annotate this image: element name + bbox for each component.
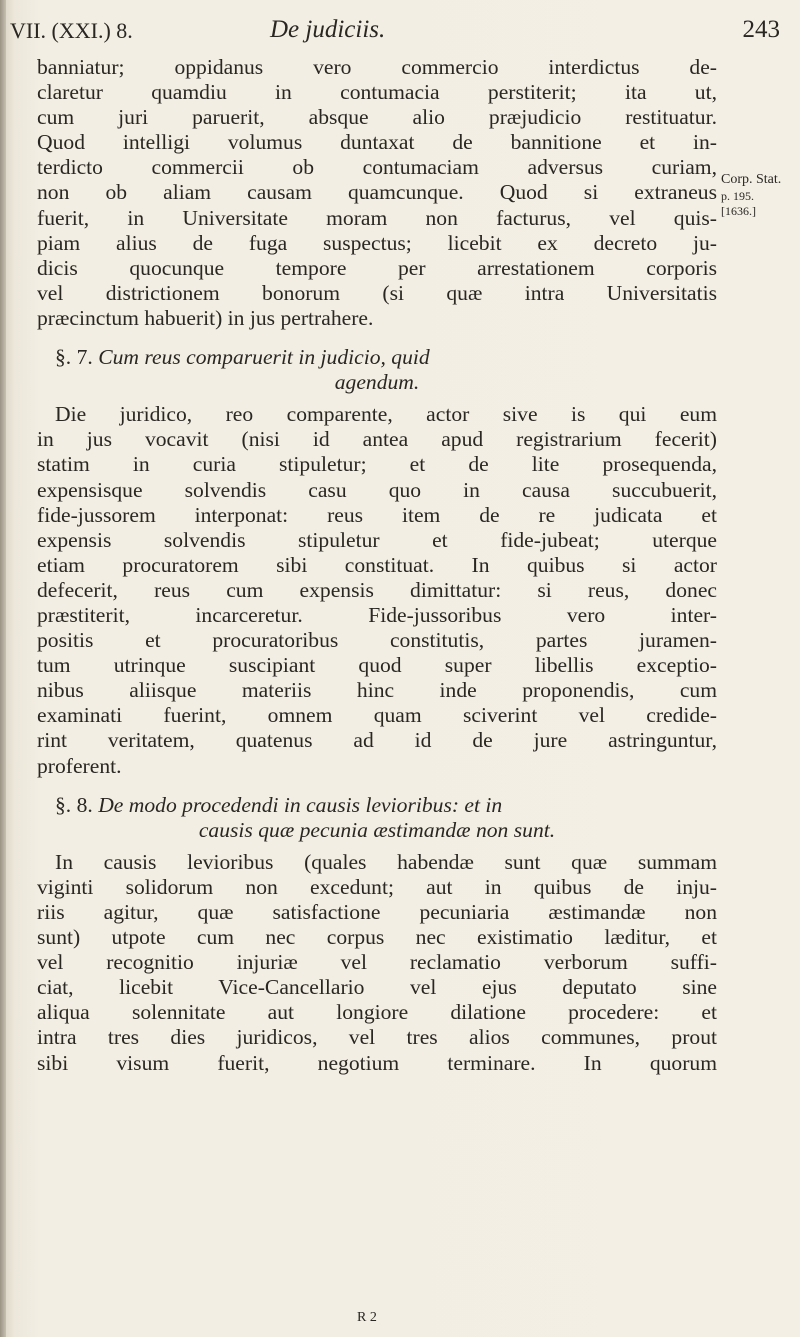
text-line: claretur quamdiu in contumacia perstiterit; ita ut, — [37, 80, 717, 105]
text-line: præstiterit, incarceretur. Fide-jussoribus vero inter- — [37, 602, 717, 627]
chapter-reference: VII. (XXI.) 8. — [10, 18, 133, 43]
paragraph-3 — [37, 850, 717, 1076]
section-8-heading — [37, 793, 717, 818]
section-8-title: De modo procedendi in causis levioribus: et in — [98, 792, 503, 817]
text-line: riis agitur, quæ satisfactione pecuniaria æstimandæ non — [37, 900, 717, 924]
text-line: defecerit, reus cum expensis dimittatur: si reus, donec — [37, 577, 717, 602]
text-line: rint veritatem, quatenus ad id de jure astringuntur, — [37, 728, 717, 753]
text-line: nibus aliisque materiis hinc inde proponendis, cum — [37, 678, 717, 703]
text-line: aliqua solennitate aut longiore dilatione procedere: et — [37, 1000, 717, 1025]
text-line: terdicto commercii ob contumaciam adversus curiam, — [37, 155, 717, 180]
signature-mark: R 2 — [357, 1310, 377, 1325]
text-line: statim in curia stipuletur; et de lite prosequenda, — [37, 452, 717, 477]
text-line: fuerit, in Universitate moram non facturus, vel quis- — [37, 205, 717, 230]
margin-note-year: [1636.] — [721, 204, 756, 218]
text-line: tum utrinque suscipiant quod super libellis exceptio- — [37, 653, 717, 678]
text-line: sibi visum fuerit, negotium terminare. In quorum — [37, 1050, 717, 1075]
text-line: In causis levioribus (quales habendæ sunt quæ summam — [55, 849, 717, 874]
text-line: ciat, licebit Vice-Cancellario vel ejus deputato sine — [37, 975, 717, 1000]
page-number: 243 — [742, 16, 780, 43]
text-line: dicis quocunque tempore per arrestationem corporis — [37, 255, 717, 280]
text-line: etiam procuratorem sibi constituat. In quibus si actor — [37, 552, 717, 577]
text-line: examinati fuerint, omnem quam sciverint vel credide- — [37, 703, 717, 728]
text-line: expensis solvendis stipuletur et fide-jubeat; uterque — [37, 527, 717, 552]
text-line: Quod intelligi volumus duntaxat de bannitione et in- — [37, 130, 717, 155]
paragraph-1 — [37, 55, 717, 331]
text-line: sunt) utpote cum nec corpus nec existimatio læditur, et — [37, 925, 717, 950]
margin-note-corp-stat: Corp. Stat. — [721, 172, 782, 187]
page-gutter — [0, 0, 6, 1337]
text-line: proferent. — [37, 753, 122, 778]
running-header — [10, 10, 780, 50]
text-line: Die juridico, reo comparente, actor sive is qui eum — [55, 402, 717, 427]
text-line: banniatur; oppidanus vero commercio interdictus de- — [37, 55, 717, 79]
text-line: fide-jussorem interponat: reus item de re judicata et — [37, 502, 717, 527]
text-line: intra tres dies juridicos, vel tres alios communes, prout — [37, 1025, 717, 1050]
text-line: expensisque solvendis casu quo in causa succubuerit, — [37, 477, 717, 502]
section-8-number: §. 8. — [55, 792, 93, 817]
section-8-title-cont: causis quæ pecunia æstimandæ non sunt. — [198, 817, 556, 842]
section-7-number: §. 7. — [55, 345, 93, 370]
running-title: De judiciis. — [270, 16, 386, 43]
main-text — [37, 55, 717, 1076]
margin-note-page-ref: p. 195. — [721, 189, 754, 203]
text-line: præcinctum habuerit) in jus pertrahere. — [37, 305, 374, 330]
text-line: cum juri paruerit, absque alio præjudicio restituatur. — [37, 105, 717, 130]
section-7-title-cont: agendum. — [334, 370, 420, 395]
section-7-heading — [37, 345, 717, 370]
text-line: piam alius de fuga suspectus; licebit ex decreto ju- — [37, 230, 717, 255]
text-line: vel districtionem bonorum (si quæ intra Universitatis — [37, 280, 717, 305]
text-line: non ob aliam causam quamcunque. Quod si extraneus — [37, 180, 717, 205]
text-line: vel recognitio injuriæ vel reclamatio verborum suffi- — [37, 950, 717, 975]
section-7-title: Cum reus comparuerit in judicio, quid — [98, 345, 430, 370]
text-line: positis et procuratoribus constitutis, partes juramen- — [37, 628, 717, 653]
text-line: in jus vocavit (nisi id antea apud registrarium fecerit) — [37, 427, 717, 452]
text-line: viginti solidorum non excedunt; aut in quibus de inju- — [37, 874, 717, 899]
paragraph-2 — [37, 402, 717, 778]
